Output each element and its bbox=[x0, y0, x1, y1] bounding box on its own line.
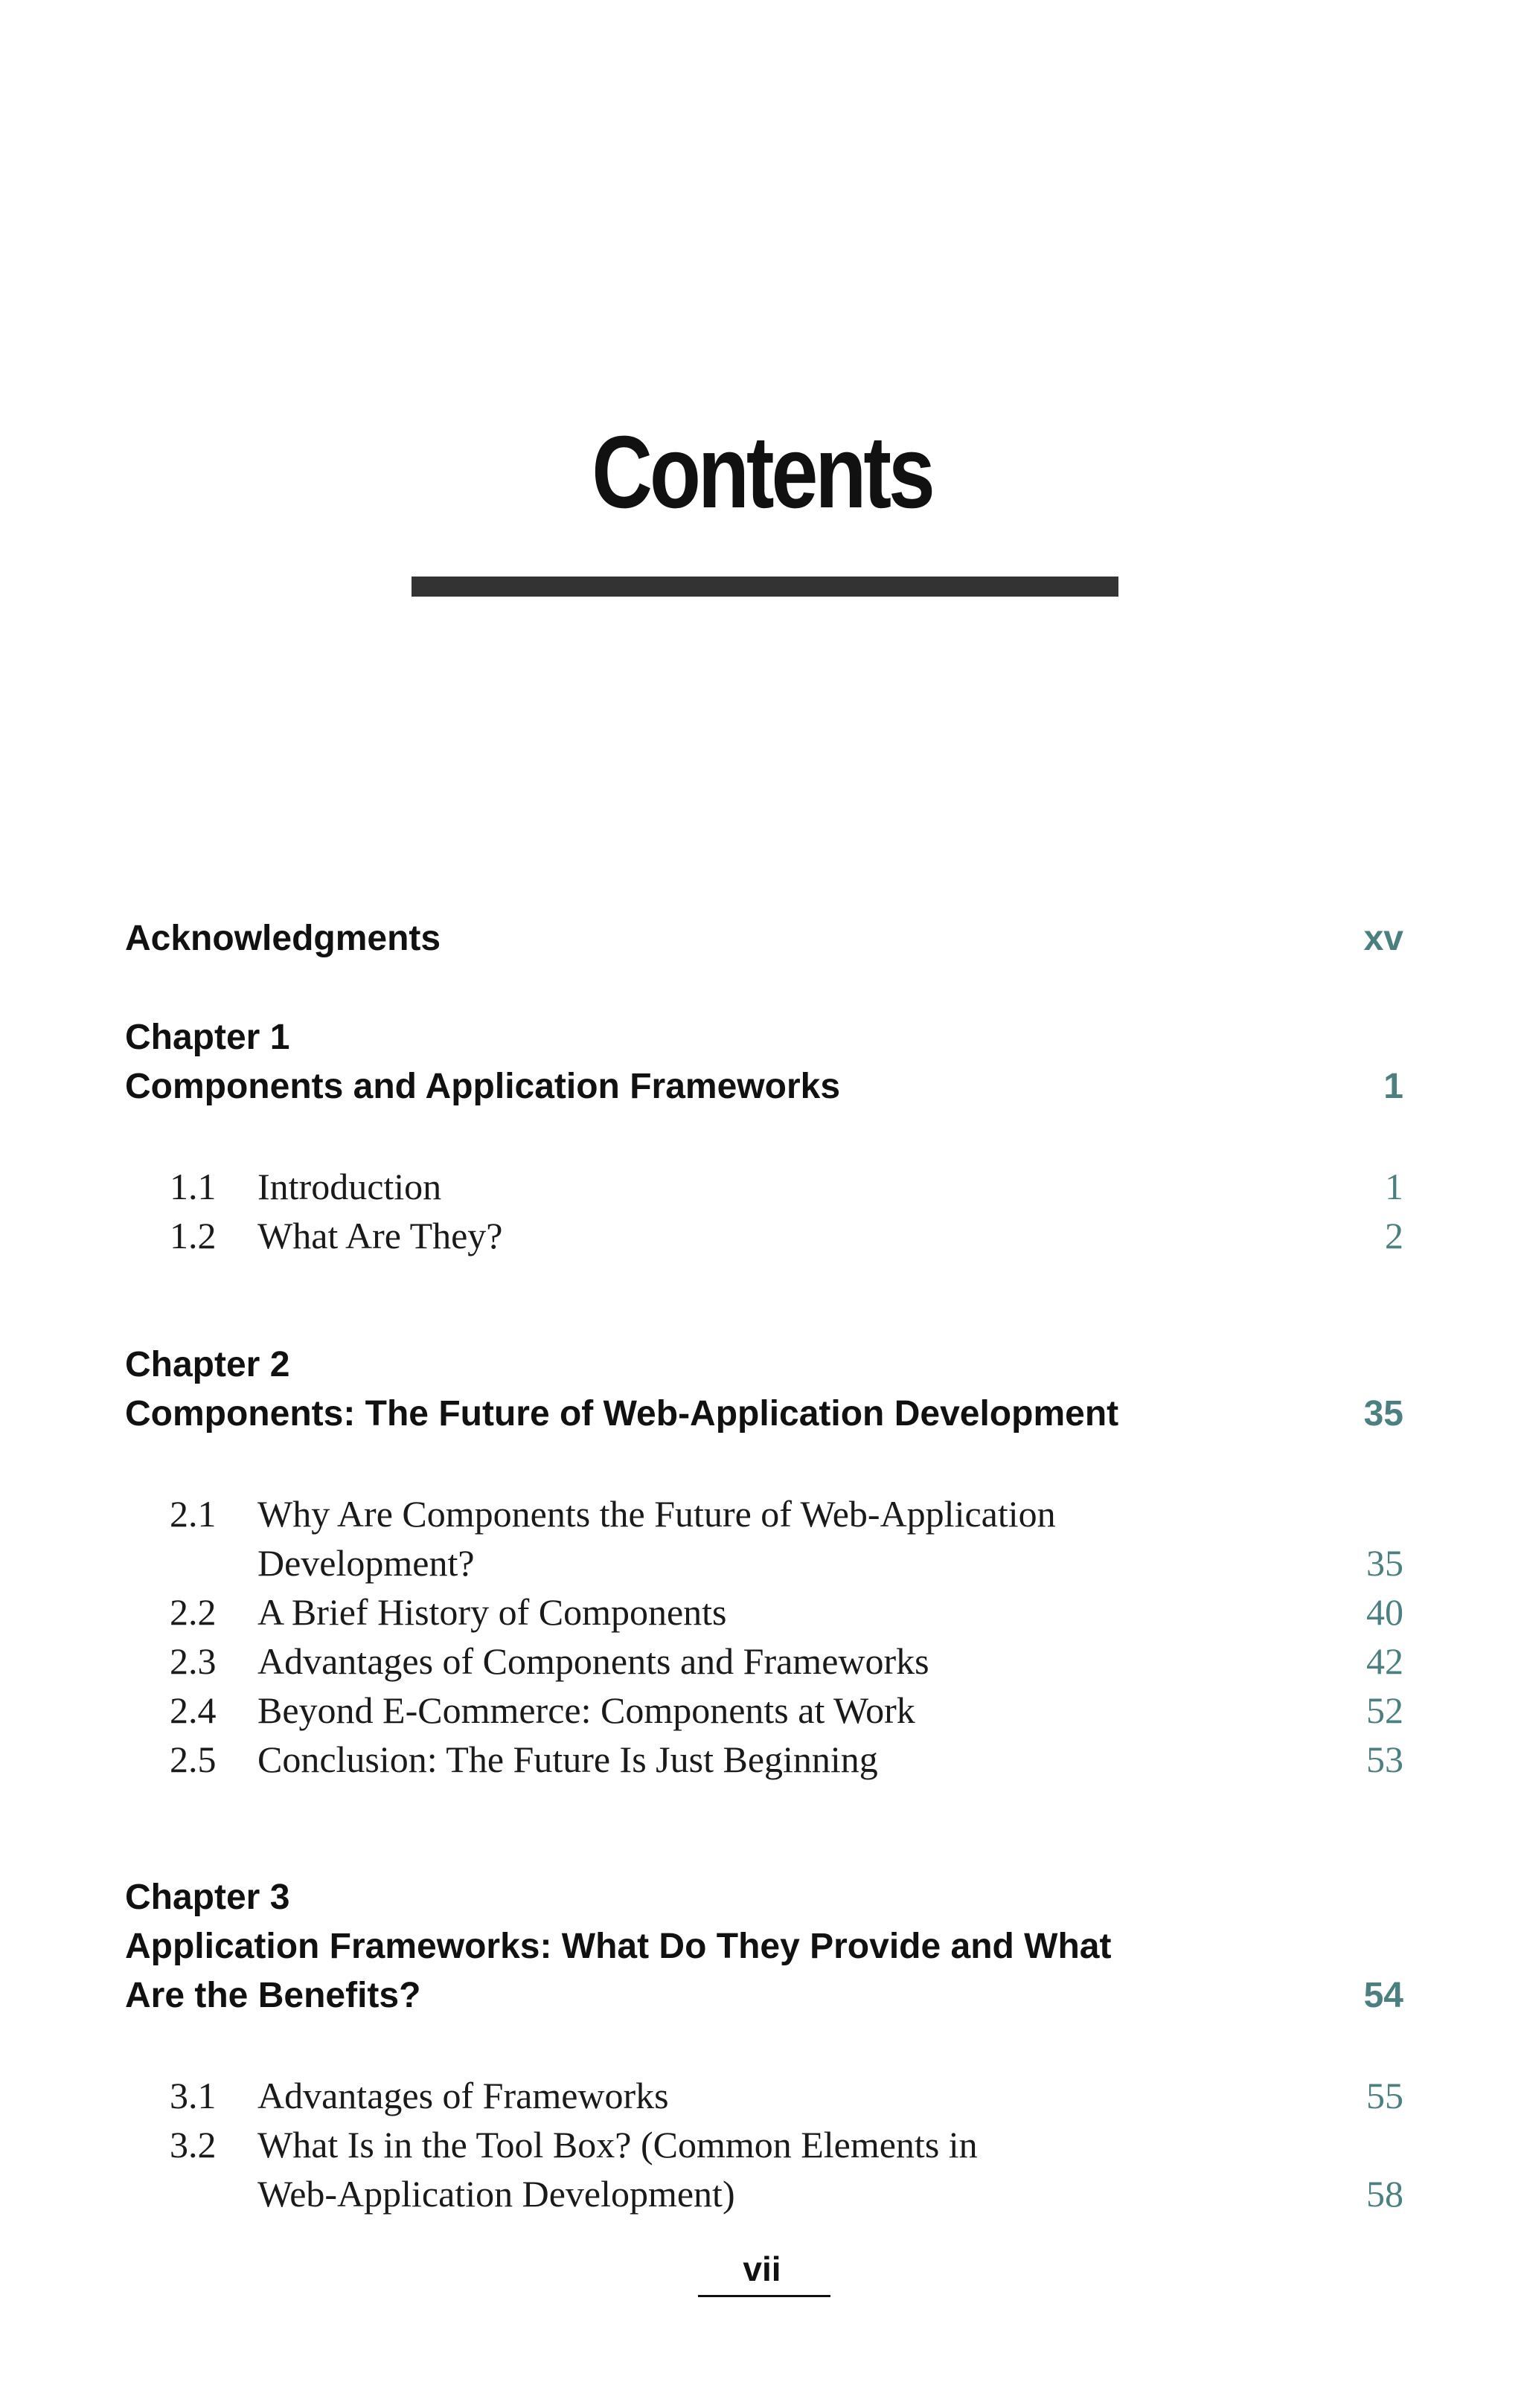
section-title-continued[interactable]: Web-Application Development) bbox=[257, 2173, 735, 2215]
section-title[interactable]: What Are They? bbox=[257, 1215, 503, 1256]
section-page: 40 bbox=[1366, 1591, 1403, 1633]
section-number: 1.1 bbox=[170, 1166, 217, 1207]
toc-entry-acknowledgments[interactable]: Acknowledgments bbox=[125, 919, 441, 958]
section-number: 2.2 bbox=[170, 1591, 217, 1633]
chapter-2-label: Chapter 2 bbox=[125, 1345, 290, 1384]
title-rule bbox=[412, 577, 1118, 597]
chapter-3-title-continued[interactable]: Are the Benefits? bbox=[125, 1976, 421, 2015]
section-title[interactable]: What Is in the Tool Box? (Common Elements in bbox=[257, 2124, 978, 2165]
section-page: 53 bbox=[1366, 1738, 1403, 1780]
section-number: 2.4 bbox=[170, 1689, 217, 1731]
folio-rule bbox=[698, 2295, 830, 2297]
chapter-2-title[interactable]: Components: The Future of Web-Application Development bbox=[125, 1394, 1119, 1433]
section-number: 3.2 bbox=[170, 2124, 217, 2165]
section-number: 2.3 bbox=[170, 1640, 217, 1682]
toc-page-acknowledgments: xv bbox=[1363, 919, 1403, 958]
page-title: Contents bbox=[592, 415, 932, 530]
chapter-2-page: 35 bbox=[1363, 1394, 1403, 1433]
section-page: 58 bbox=[1366, 2173, 1403, 2215]
section-title-continued[interactable]: Development? bbox=[257, 1542, 475, 1584]
section-title[interactable]: Conclusion: The Future Is Just Beginning bbox=[257, 1738, 878, 1780]
section-page: 2 bbox=[1385, 1215, 1403, 1256]
section-title[interactable]: Introduction bbox=[257, 1166, 442, 1207]
chapter-3-page: 54 bbox=[1363, 1976, 1403, 2015]
chapter-1-label: Chapter 1 bbox=[125, 1018, 290, 1057]
section-number: 1.2 bbox=[170, 1215, 217, 1256]
section-page: 52 bbox=[1366, 1689, 1403, 1731]
section-title[interactable]: Why Are Components the Future of Web-Application bbox=[257, 1493, 1056, 1535]
section-page: 42 bbox=[1366, 1640, 1403, 1682]
section-page: 1 bbox=[1385, 1166, 1403, 1207]
section-title[interactable]: Beyond E-Commerce: Components at Work bbox=[257, 1689, 915, 1731]
section-number: 2.5 bbox=[170, 1738, 217, 1780]
chapter-1-page: 1 bbox=[1383, 1067, 1403, 1106]
section-title[interactable]: A Brief History of Components bbox=[257, 1591, 727, 1633]
section-number: 3.1 bbox=[170, 2075, 217, 2116]
section-page: 35 bbox=[1366, 1542, 1403, 1584]
page-folio: vii bbox=[743, 2250, 781, 2288]
section-title[interactable]: Advantages of Frameworks bbox=[257, 2075, 669, 2116]
section-title[interactable]: Advantages of Components and Frameworks bbox=[257, 1640, 929, 1682]
section-number: 2.1 bbox=[170, 1493, 217, 1535]
chapter-1-title[interactable]: Components and Application Frameworks bbox=[125, 1067, 841, 1106]
section-page: 55 bbox=[1366, 2075, 1403, 2116]
chapter-3-label: Chapter 3 bbox=[125, 1878, 290, 1917]
chapter-3-title[interactable]: Application Frameworks: What Do They Provide and What bbox=[125, 1927, 1112, 1966]
